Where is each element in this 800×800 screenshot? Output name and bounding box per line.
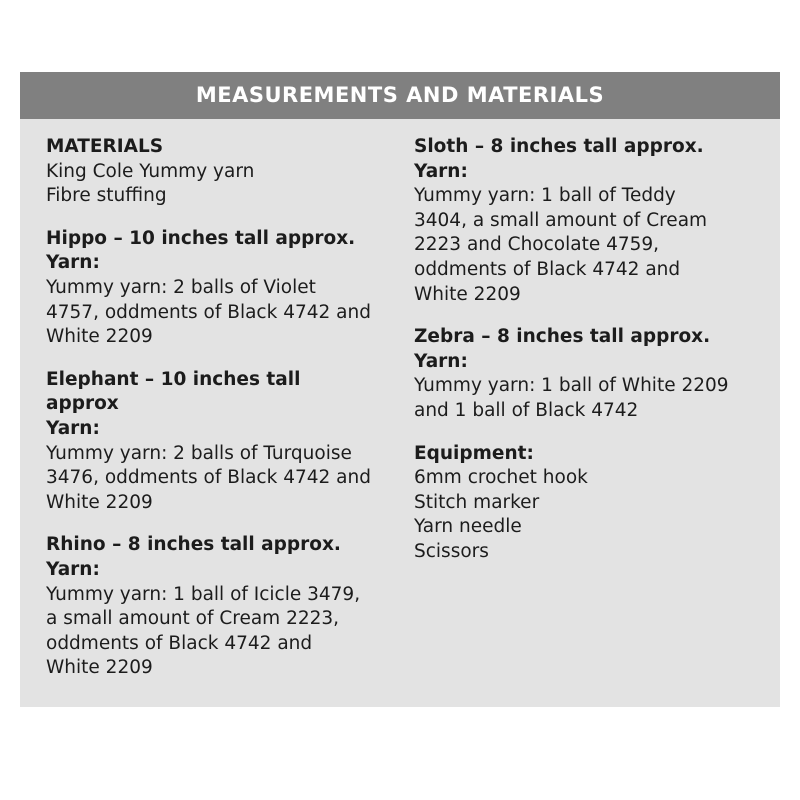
block-body-line: a small amount of Cream 2223, <box>46 608 340 630</box>
block-body-line: Yummy yarn: 1 ball of White 2209 <box>414 375 729 397</box>
block-body-line: 4757, oddments of Black 4742 and <box>46 301 371 323</box>
block-subtitle: Equipment: <box>414 442 534 464</box>
block-body-line: White 2209 <box>414 283 521 305</box>
measurements-and-materials-panel <box>20 72 780 707</box>
block-body-line: 2223 and Chocolate 4759, <box>414 234 660 256</box>
block-body-line: Yarn needle <box>414 516 522 538</box>
materials-block <box>46 135 378 209</box>
left-column <box>46 135 400 681</box>
block-body-line: White 2209 <box>46 657 153 679</box>
block-body <box>46 160 378 209</box>
block-body-line: Scissors <box>414 540 489 562</box>
materials-block <box>414 442 754 565</box>
block-title: MATERIALS <box>46 136 164 157</box>
block-subtitle: Yarn: <box>46 417 100 439</box>
block-body-line: White 2209 <box>46 326 153 348</box>
block-body-line: Yummy yarn: 2 balls of Violet <box>46 276 316 298</box>
block-body-line: 3476, oddments of Black 4742 and <box>46 467 371 489</box>
block-subtitle: Yarn: <box>414 160 468 182</box>
block-body-line: oddments of Black 4742 and <box>414 258 681 280</box>
materials-block <box>46 227 378 350</box>
right-column <box>400 135 754 681</box>
block-body <box>46 442 378 516</box>
block-title: Zebra – 8 inches tall approx. <box>414 326 711 348</box>
block-body-line: Yummy yarn: 2 balls of Turquoise <box>46 442 352 464</box>
materials-block <box>46 533 378 681</box>
block-title: Hippo – 10 inches tall approx. <box>46 227 356 249</box>
block-subtitle: Yarn: <box>46 558 100 580</box>
materials-block <box>46 368 378 516</box>
panel-header <box>20 72 780 119</box>
block-body <box>414 466 754 564</box>
block-subtitle: Yarn: <box>414 350 468 372</box>
block-subtitle: Yarn: <box>46 252 100 274</box>
block-body-line: Fibre stuffing <box>46 185 167 207</box>
materials-block <box>414 135 754 307</box>
block-body-line: White 2209 <box>46 491 153 513</box>
block-title: Sloth – 8 inches tall approx. <box>414 136 704 157</box>
block-body-line: Stitch marker <box>414 491 540 513</box>
block-body <box>414 184 754 307</box>
block-body <box>46 276 378 350</box>
block-title: Elephant – 10 inches tall approx <box>46 368 301 415</box>
block-body-line: King Cole Yummy yarn <box>46 160 255 182</box>
block-body-line: oddments of Black 4742 and <box>46 632 313 654</box>
panel-columns <box>20 119 780 707</box>
panel-title: MEASUREMENTS AND MATERIALS <box>195 83 605 107</box>
block-body <box>414 374 754 423</box>
block-body-line: Yummy yarn: 1 ball of Icicle 3479, <box>46 583 361 605</box>
block-body-line: Yummy yarn: 1 ball of Teddy <box>414 185 676 207</box>
block-body <box>46 583 378 681</box>
block-body-line: 3404, a small amount of Cream <box>414 209 708 231</box>
block-body-line: 6mm crochet hook <box>414 467 588 489</box>
block-title: Rhino – 8 inches tall approx. <box>46 534 341 556</box>
materials-block <box>414 325 754 423</box>
block-body-line: and 1 ball of Black 4742 <box>414 399 639 421</box>
